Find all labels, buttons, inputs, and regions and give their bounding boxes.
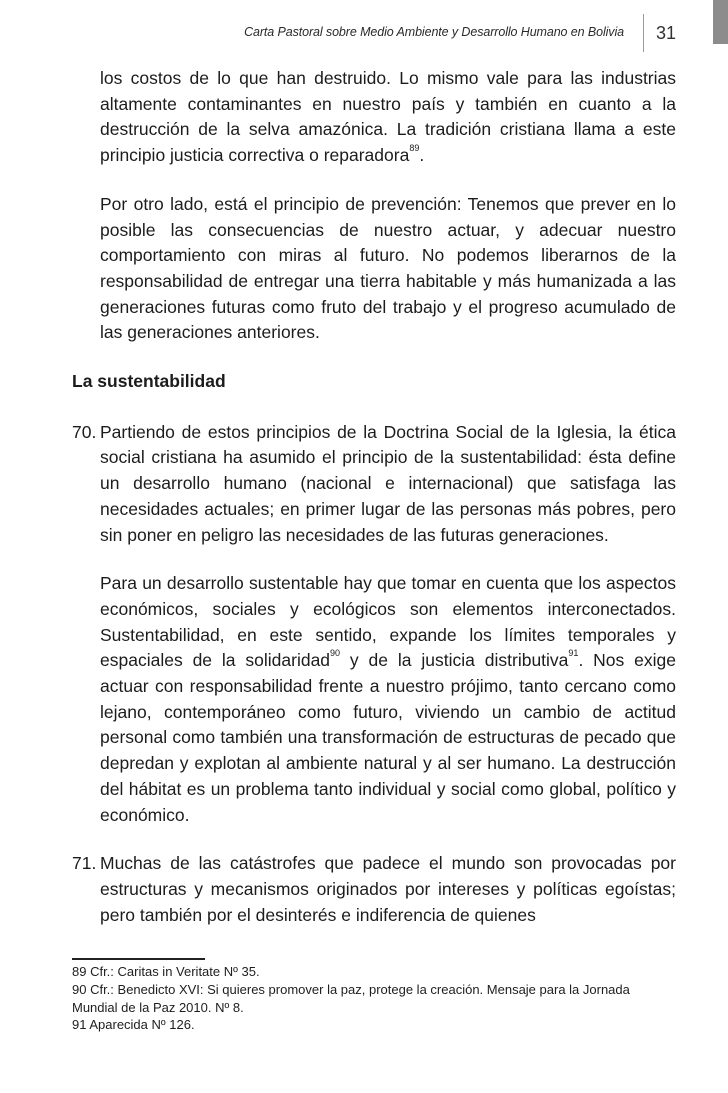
section-heading: La sustentabilidad (72, 371, 226, 392)
paragraph-text-b: y de la justicia distributiva (340, 650, 569, 671)
item-number: 70. (72, 421, 97, 442)
numbered-item-71 (72, 851, 676, 928)
paragraph-text-a: Para un desarrollo sustentable hay que tomar en cuenta que los aspectos económicos, sociales y ecológicos son elementos interconectados. Sustentabilidad, en este sentido, expande los límites temporales y espaciales de la solidaridad (100, 573, 676, 671)
paragraph-sustainable-development (100, 571, 676, 828)
paragraph-prevention: Por otro lado, está el principio de prevención: Tenemos que prever en lo posible las consecuencias de nuestro actuar, y adecuar nuestro comportamiento con miras al futuro. No podemos liberarnos de la responsabilidad de entregar una tierra habitable y más humanizada a las generaciones futuras como fruto del trabajo y el progreso acumulado de las generaciones anteriores. (100, 193, 676, 343)
footnote-ref-89[interactable]: 89 (409, 143, 420, 154)
footnote-90: 90 Cfr.: Benedicto XVI: Si quieres promover la paz, protege la creación. Mensaje para la Jornada (72, 981, 630, 997)
footnote-ref-90[interactable]: 90 (330, 648, 341, 659)
side-tab-marker (713, 0, 728, 44)
page-number: 31 (656, 23, 677, 43)
page-body (72, 66, 676, 928)
footnote-91: 91 Aparecida Nº 126. (72, 1017, 195, 1033)
footnote-89: 89 Cfr.: Caritas in Veritate Nº 35. (72, 964, 260, 979)
paragraph-end: . (419, 145, 425, 166)
paragraph-continued (100, 66, 676, 169)
footnote-90-continued: Mundial de la Paz 2010. Nº 8. (72, 999, 244, 1015)
footnote-ref-91[interactable]: 91 (568, 648, 579, 659)
page-header (0, 0, 728, 60)
header-divider (643, 14, 644, 52)
running-title: Carta Pastoral sobre Medio Ambiente y Desarrollo Humano en Bolivia (244, 25, 624, 39)
footnote-divider (72, 958, 205, 960)
numbered-item-70 (72, 420, 676, 549)
paragraph-text-c: . Nos exige actuar con responsabilidad frente a nuestro prójimo, tanto cercano como lejano, contemporáneo como futuro, viviendo un cambio de actitud personal como también una transformación de estructuras de pecado que depredan y explotan al ambiente natural y al ser humano. La destrucción del hábitat es un problema tanto individual y social como global, político y económico. (100, 650, 677, 825)
footnotes (72, 963, 692, 1034)
item-text: Muchas de las catástrofes que padece el mundo son provocadas por estructuras y mecanismos originados por intereses y políticas egoístas; pero también por el desinterés e indiferencia de quienes (100, 853, 676, 925)
paragraph-text: los costos de lo que han destruido. Lo mismo vale para las industrias altamente contaminantes en nuestro país y también en cuanto a la destrucción de la selva amazónica. La tradición cristiana llama a este principio justicia correctiva o reparadora (100, 68, 676, 166)
item-number: 71. (72, 853, 97, 874)
item-text: Partiendo de estos principios de la Doctrina Social de la Iglesia, la ética social cristiana ha asumido el principio de la sustentabilidad: ésta define un desarrollo humano (nacional e internacional) que satisfaga las necesidades actuales; en primer lugar de las personas más pobres, pero sin poner en peligro las necesidades de las futuras generaciones. (100, 421, 676, 545)
